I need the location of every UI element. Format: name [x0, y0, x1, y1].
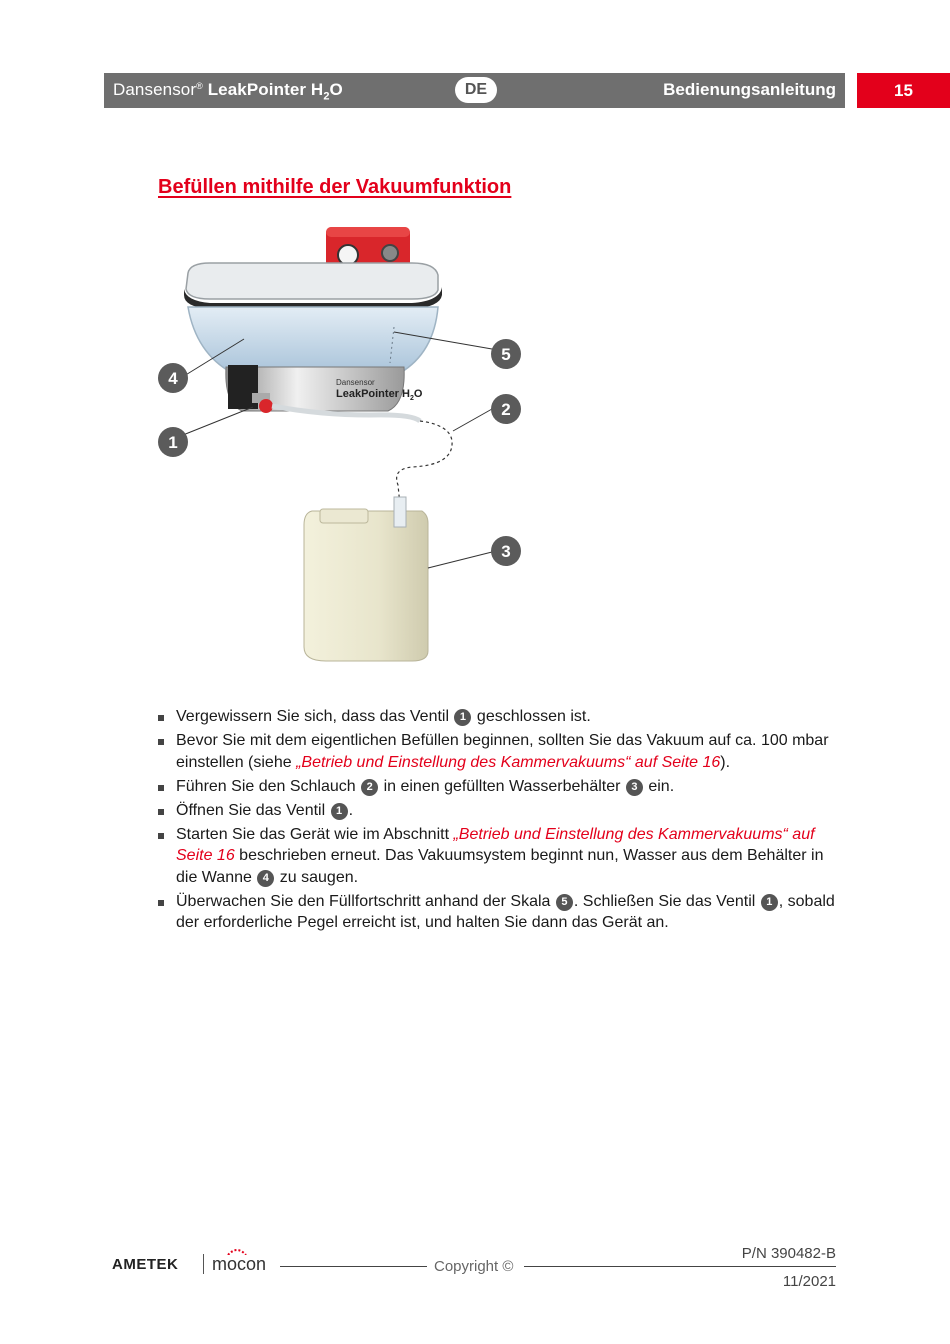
callout-1: 1: [168, 433, 178, 452]
list-item: Öffnen Sie das Ventil 1 .: [158, 800, 848, 822]
list-item: Führen Sie den Schlauch 2 in einen gefüllten Wasserbehälter 3 ein.: [158, 776, 848, 798]
cross-reference-link[interactable]: „Betrieb und Einstellung des Kammervakuums“ auf Seite 16: [176, 825, 815, 864]
footer-rule-right: [524, 1266, 836, 1267]
page-number: 15: [857, 73, 950, 108]
product-figure: [150, 215, 540, 680]
ref-number-badge: 1: [331, 803, 348, 820]
cross-reference-link[interactable]: „Betrieb und Einstellung des Kammervakuums“ auf Seite 16: [296, 753, 721, 771]
product-subscript: 2: [323, 90, 330, 103]
revision-date: 11/2021: [782, 1273, 836, 1290]
ametek-logo: AMETEK: [112, 1256, 179, 1273]
ref-number-badge: 4: [257, 870, 274, 887]
page-header: [104, 73, 845, 108]
callout-3: 3: [501, 542, 511, 561]
list-item: Überwachen Sie den Füllfortschritt anhand der Skala 5 . Schließen Sie das Ventil 1 , sobald der erforderliche Pegel erreicht ist, und halten Sie dann das Gerät an.: [158, 891, 848, 934]
brand-text: Dansensor: [113, 80, 197, 99]
footer-rule-left: [280, 1266, 427, 1267]
water-container: [304, 497, 428, 661]
manual-title: Bedienungsanleitung: [663, 80, 836, 99]
callout-2: 2: [501, 400, 511, 419]
ref-number-badge: 1: [761, 894, 778, 911]
list-item: Starten Sie das Gerät wie im Abschnitt „Betrieb und Einstellung des Kammervakuums“ auf Seite 16 beschrieben erneut. Das Vakuumsystem beginnt nun, Wasser aus dem Behälter in die Wanne 4 zu saugen.: [158, 824, 848, 889]
logo-divider: [203, 1254, 204, 1274]
product-name: [113, 80, 343, 102]
chamber-lid: [184, 263, 442, 309]
hose-extension: [397, 421, 452, 505]
mocon-logo: mocon: [212, 1254, 267, 1274]
ref-number-badge: 3: [626, 779, 643, 796]
copyright-text: Copyright ©: [434, 1258, 514, 1275]
water-basin: [188, 307, 438, 373]
product-text: LeakPointer H: [207, 80, 324, 99]
device-label-brand: Dansensor: [336, 378, 375, 387]
language-badge: DE: [455, 77, 497, 103]
list-item: Vergewissern Sie sich, dass das Ventil 1 geschlossen ist.: [158, 706, 848, 728]
ref-number-badge: 2: [361, 779, 378, 796]
registered-mark: ®: [196, 81, 203, 91]
device-label-product: LeakPointer $H_2O$: [336, 388, 423, 402]
device-base: [226, 365, 423, 411]
instruction-list: [158, 706, 848, 936]
part-number: P/N 390482-B: [741, 1245, 836, 1262]
section-title: Befüllen mithilfe der Vakuumfunktion: [158, 176, 512, 198]
ref-number-badge: 1: [454, 709, 471, 726]
callout-4: 4: [168, 369, 178, 388]
product-suffix: O: [329, 80, 343, 99]
ref-number-badge: 5: [556, 894, 573, 911]
list-item: Bevor Sie mit dem eigentlichen Befüllen beginnen, sollten Sie das Vakuum auf ca. 100 mbar einstellen (siehe „Betrieb und Einstellung des Kammervakuums“ auf Seite 16).: [158, 730, 848, 773]
callout-5: 5: [501, 345, 511, 364]
